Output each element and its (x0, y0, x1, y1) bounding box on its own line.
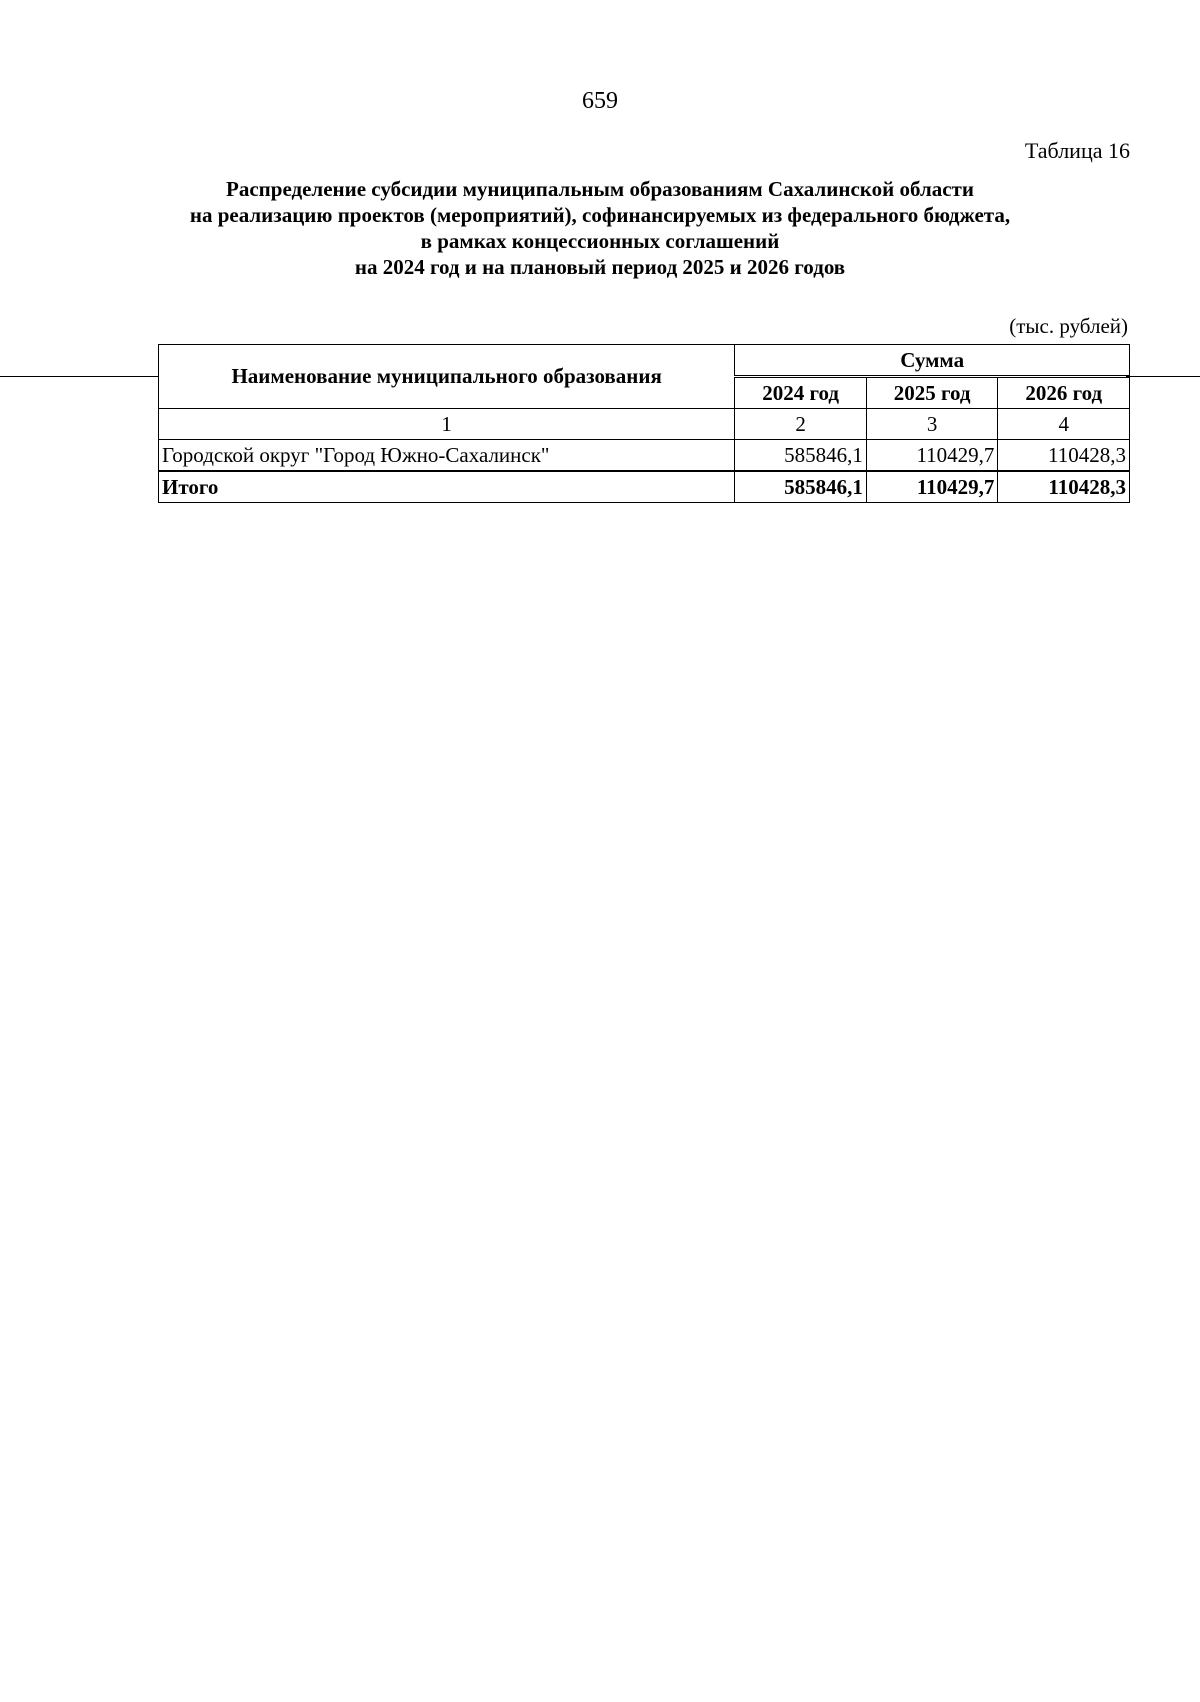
document-title (150, 176, 1050, 280)
units-label: (тыс. рублей) (1009, 314, 1128, 338)
header-year-2026: 2026 год (998, 377, 1130, 409)
column-number: 2 (735, 409, 867, 440)
scan-artifact-line (1126, 376, 1200, 377)
title-line-2: на реализацию проектов (мероприятий), софинансируемых из федерального бюджета, (189, 203, 1011, 227)
table-label: Таблица 16 (1024, 138, 1130, 163)
column-number: 3 (866, 409, 998, 440)
page-number: 659 (582, 88, 618, 114)
header-sum-cell: Сумма (735, 345, 1130, 377)
subsidy-table (158, 344, 1130, 503)
value-cell-2024: 585846,1 (735, 440, 867, 472)
column-number: 4 (998, 409, 1130, 440)
title-line-3: в рамках концессионных соглашений (420, 229, 780, 253)
value-cell-2026: 110428,3 (998, 440, 1130, 472)
header-year-2025: 2025 год (866, 377, 998, 409)
total-row (159, 471, 1130, 503)
total-value-2024: 585846,1 (735, 471, 867, 503)
column-number-row (159, 409, 1130, 440)
total-label-cell: Итого (159, 471, 735, 503)
header-name-cell: Наименование муниципального образования (159, 345, 735, 409)
table-row (159, 440, 1130, 472)
title-line-1: Распределение субсидии муниципальным образованиям Сахалинской области (226, 177, 974, 201)
value-cell-2025: 110429,7 (866, 440, 998, 472)
header-row (159, 345, 1130, 377)
municipality-name-cell: Городской округ "Город Южно-Сахалинск" (159, 440, 735, 472)
total-value-2025: 110429,7 (866, 471, 998, 503)
total-value-2026: 110428,3 (998, 471, 1130, 503)
header-year-2024: 2024 год (735, 377, 867, 409)
scan-artifact-line (0, 376, 158, 377)
title-line-4: на 2024 год и на плановый период 2025 и 2026 годов (354, 255, 846, 279)
column-number: 1 (159, 409, 735, 440)
